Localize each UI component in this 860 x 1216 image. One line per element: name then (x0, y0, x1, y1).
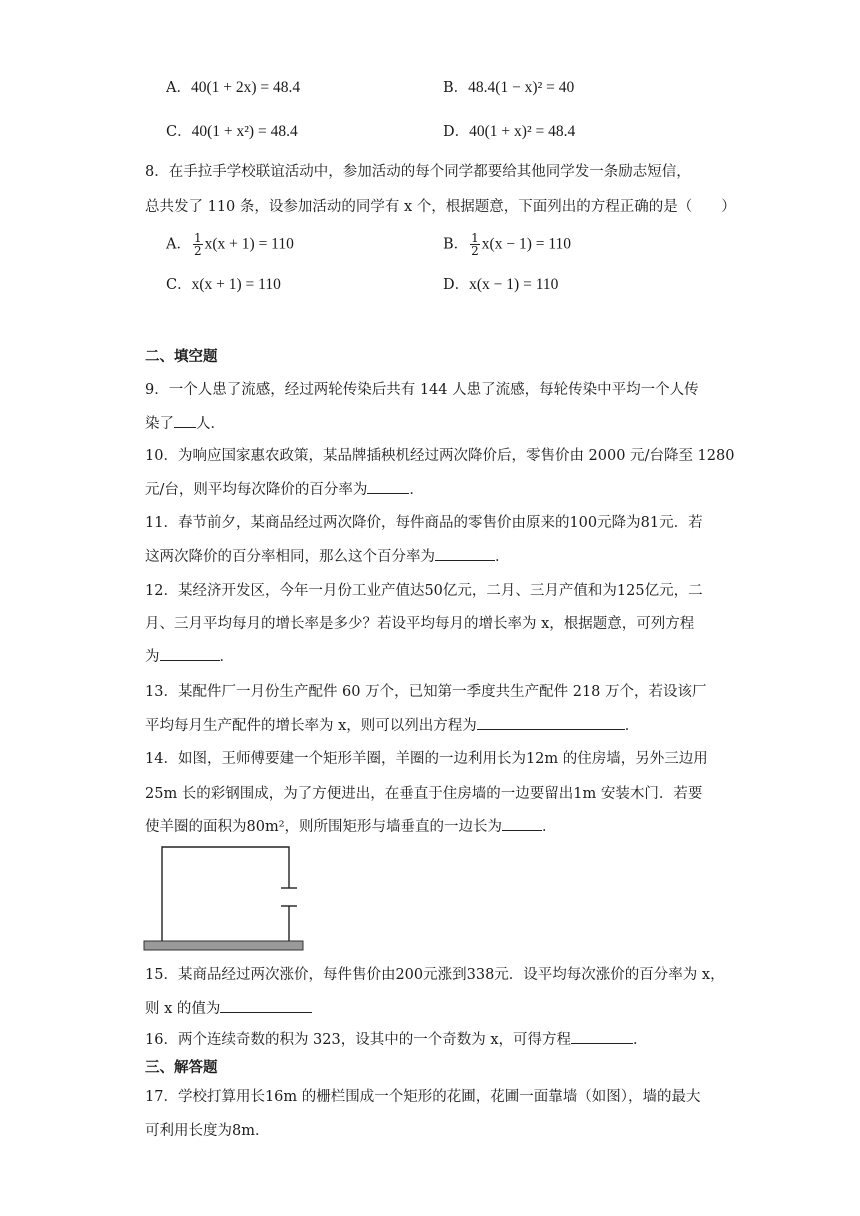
pen-fence (162, 847, 289, 941)
option-equation: x(x − 1) = 110 (469, 276, 559, 293)
q17-line-1: 17．学校打算用长16m 的栅栏围成一个矩形的花圃，花圃一面靠墙（如图），墙的最大 (145, 1089, 701, 1105)
answer-blank[interactable] (367, 479, 409, 494)
house-wall (144, 941, 303, 950)
q9-line-1: 9．一个人患了流感，经过两轮传染后共有 144 人患了流感，每轮传染中平均一个人传 (145, 382, 699, 398)
q9-line-2: 染了 人． (145, 413, 225, 435)
q12-line-3: 为 ． (145, 646, 234, 668)
answer-blank[interactable] (160, 646, 220, 661)
q12-line-1: 12．某经济开发区，今年一月份工业产值达50亿元，二月、三月产值和为125亿元，二 (145, 583, 703, 599)
option-equation: 40(1 + 2x) = 48.4 (190, 79, 301, 96)
answer-blank[interactable] (435, 546, 495, 561)
q11-line-1: 11．春节前夕，某商品经过两次降价，每件商品的零售价由原来的100元降为81元．若 (145, 515, 703, 531)
q15-line-1: 15．某商品经过两次涨价，每件售价由200元涨到338元．设平均每次涨价的百分率为 x， (145, 967, 725, 983)
fraction-one-half: $\frac{1}{2}$ (471, 231, 479, 258)
q8-option-d (443, 274, 558, 296)
q7-option-b (443, 77, 574, 99)
q8-option-a (166, 232, 294, 257)
q13-line-2: 平均每月生产配件的增长率为 x，则可以列出方程为 ． (145, 715, 639, 737)
answer-blank[interactable] (174, 413, 196, 428)
option-label: C． (166, 124, 192, 140)
option-label: B． (443, 236, 469, 253)
answer-blank[interactable] (220, 998, 312, 1013)
option-equation: x(x + 1) = 110 (191, 276, 281, 293)
q10-line-1: 10．为响应国家惠农政策，某品牌插秧机经过两次降价后，零售价由 2000 元/台降至 1280 (145, 448, 735, 464)
option-equation: 48.4(1 − x)² = 40 (468, 79, 575, 96)
answer-blank[interactable] (571, 1029, 633, 1044)
answer-blank[interactable] (502, 816, 542, 831)
option-equation: x(x + 1) = 110 (204, 235, 294, 253)
q8-option-b (443, 232, 571, 257)
q11-line-2: 这两次降价的百分率相同，那么这个百分率为 ． (145, 546, 510, 568)
option-label: D． (443, 277, 470, 293)
option-equation: 40(1 + x²) = 48.4 (191, 123, 298, 140)
q8-option-c (166, 274, 281, 296)
option-label: C． (166, 277, 192, 293)
section-heading-solve: 三、解答题 (145, 1060, 218, 1076)
q16-line-1: 16．两个连续奇数的积为 323，设其中的一个奇数为 x，可得方程 ． (145, 1029, 648, 1051)
q14-line-2: 25m 长的彩钢围成，为了方便进出，在垂直于住房墙的一边要留出1m 安装木门．若要 (145, 786, 703, 802)
q7-option-d (443, 121, 575, 143)
fraction-one-half: $\frac{1}{2}$ (193, 231, 202, 258)
q14-line-3: 使羊圈的面积为80m²，则所围矩形与墙垂直的一边长为 ． (145, 816, 557, 838)
q8-line-2: 总共发了 110 条，设参加活动的同学有 x 个，根据题意，下面列出的方程正确的是（ ） (145, 199, 736, 215)
section-heading-fill-in: 二、填空题 (145, 349, 218, 365)
answer-blank[interactable] (477, 715, 625, 730)
option-label: A． (166, 80, 191, 96)
option-label: B． (443, 80, 469, 96)
option-label: D． (443, 124, 470, 140)
q17-line-2: 可利用长度为8m． (145, 1123, 270, 1139)
option-equation: 40(1 + x)² = 48.4 (469, 123, 576, 140)
option-label: A． (166, 236, 191, 253)
q14-line-1: 14．如图，王师傅要建一个矩形羊圈，羊圈的一边利用长为12m 的住房墙，另外三边用 (145, 751, 708, 767)
q10-line-2: 元/台，则平均每次降价的百分率为 ． (145, 479, 424, 501)
option-equation: x(x − 1) = 110 (481, 235, 572, 253)
q8-line-1: 8．在手拉手学校联谊活动中，参加活动的每个同学都要给其他同学发一条励志短信， (145, 164, 691, 180)
q7-option-c (166, 121, 298, 143)
q13-line-1: 13．某配件厂一月份生产配件 60 万个，已知第一季度共生产配件 218 万个，若设该厂 (145, 684, 707, 700)
q7-option-a (166, 77, 300, 99)
q15-line-2: 则 x 的值为 (145, 998, 312, 1020)
sheep-pen-figure (140, 842, 310, 954)
q12-line-2: 月、三月平均每月的增长率是多少？若设平均每月的增长率为 x，根据题意，可列方程 (145, 616, 695, 632)
